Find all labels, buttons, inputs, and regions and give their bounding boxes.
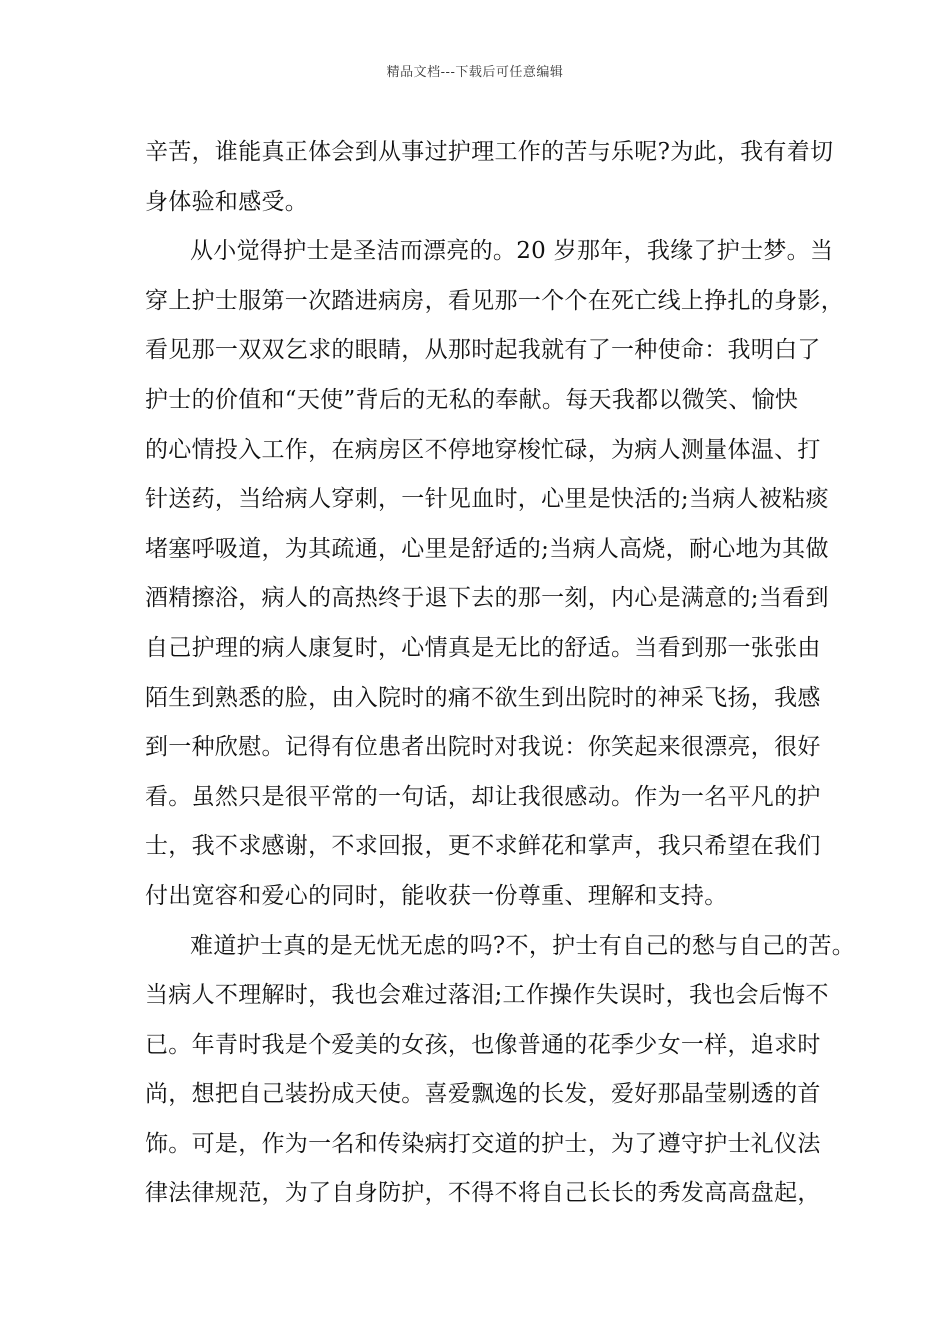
- page-header: 精品文档---下载后可任意编辑: [386, 65, 564, 80]
- text-line: 律法律规范，为了自身防护，不得不将自己长长的秀发高高盘起，: [145, 1180, 821, 1207]
- text-line: 付出宽容和爱心的同时，能收获一份尊重、理解和支持。: [145, 882, 728, 909]
- text-line: 酒精擦浴，病人的高热终于退下去的那一刻，内心是满意的;当看到: [145, 585, 829, 612]
- text-line: 尚，想把自己装扮成天使。喜爱飘逸的长发，爱好那晶莹剔透的首: [145, 1081, 821, 1108]
- text-line: 饰。可是，作为一名和传染病打交道的护士，为了遵守护士礼仪法: [145, 1130, 821, 1157]
- text-line: 的心情投入工作，在病房区不停地穿梭忙碌，为病人测量体温、打: [145, 436, 821, 463]
- paragraph-first-line: 从小觉得护士是圣洁而漂亮的。20 岁那年，我缘了护士梦。当: [190, 238, 834, 265]
- text-line: 士，我不求感谢，不求回报，更不求鲜花和掌声，我只希望在我们: [145, 833, 821, 860]
- text-line: 身体验和感受。: [145, 188, 309, 215]
- text-line: 堵塞呼吸道，为其疏通，心里是舒适的;当病人高烧，耐心地为其做: [145, 535, 829, 562]
- text-line: 护士的价值和“天使”背后的无私的奉献。每天我都以微笑、愉快: [145, 386, 799, 413]
- text-line: 穿上护士服第一次踏进病房，看见那一个个在死亡线上挣扎的身影，: [145, 287, 844, 314]
- text-line: 陌生到熟悉的脸，由入院时的痛不欲生到出院时的神采飞扬，我感: [145, 684, 821, 711]
- text-line: 已。年青时我是个爱美的女孩，也像普通的花季少女一样，追求时: [145, 1031, 821, 1058]
- text-line: 当病人不理解时，我也会难过落泪;工作操作失误时，我也会后悔不: [145, 982, 829, 1009]
- text-line: 针送药，当给病人穿刺，一针见血时，心里是快活的;当病人被粘痰: [145, 486, 829, 513]
- text-line: 到一种欣慰。记得有位患者出院时对我说：你笑起来很漂亮，很好: [145, 734, 821, 761]
- text-line: 自己护理的病人康复时，心情真是无比的舒适。当看到那一张张由: [145, 634, 821, 661]
- paragraph-first-line: 难道护士真的是无忧无虑的吗?不，护士有自己的愁与自己的苦。: [190, 932, 856, 959]
- text-line: 辛苦，谁能真正体会到从事过护理工作的苦与乐呢?为此，我有着切: [145, 139, 834, 165]
- text-line: 看。虽然只是很平常的一句话，却让我很感动。作为一名平凡的护: [145, 783, 821, 810]
- text-line: 看见那一双双乞求的眼睛，从那时起我就有了一种使命：我明白了: [145, 337, 821, 364]
- document-body: [145, 128, 856, 1219]
